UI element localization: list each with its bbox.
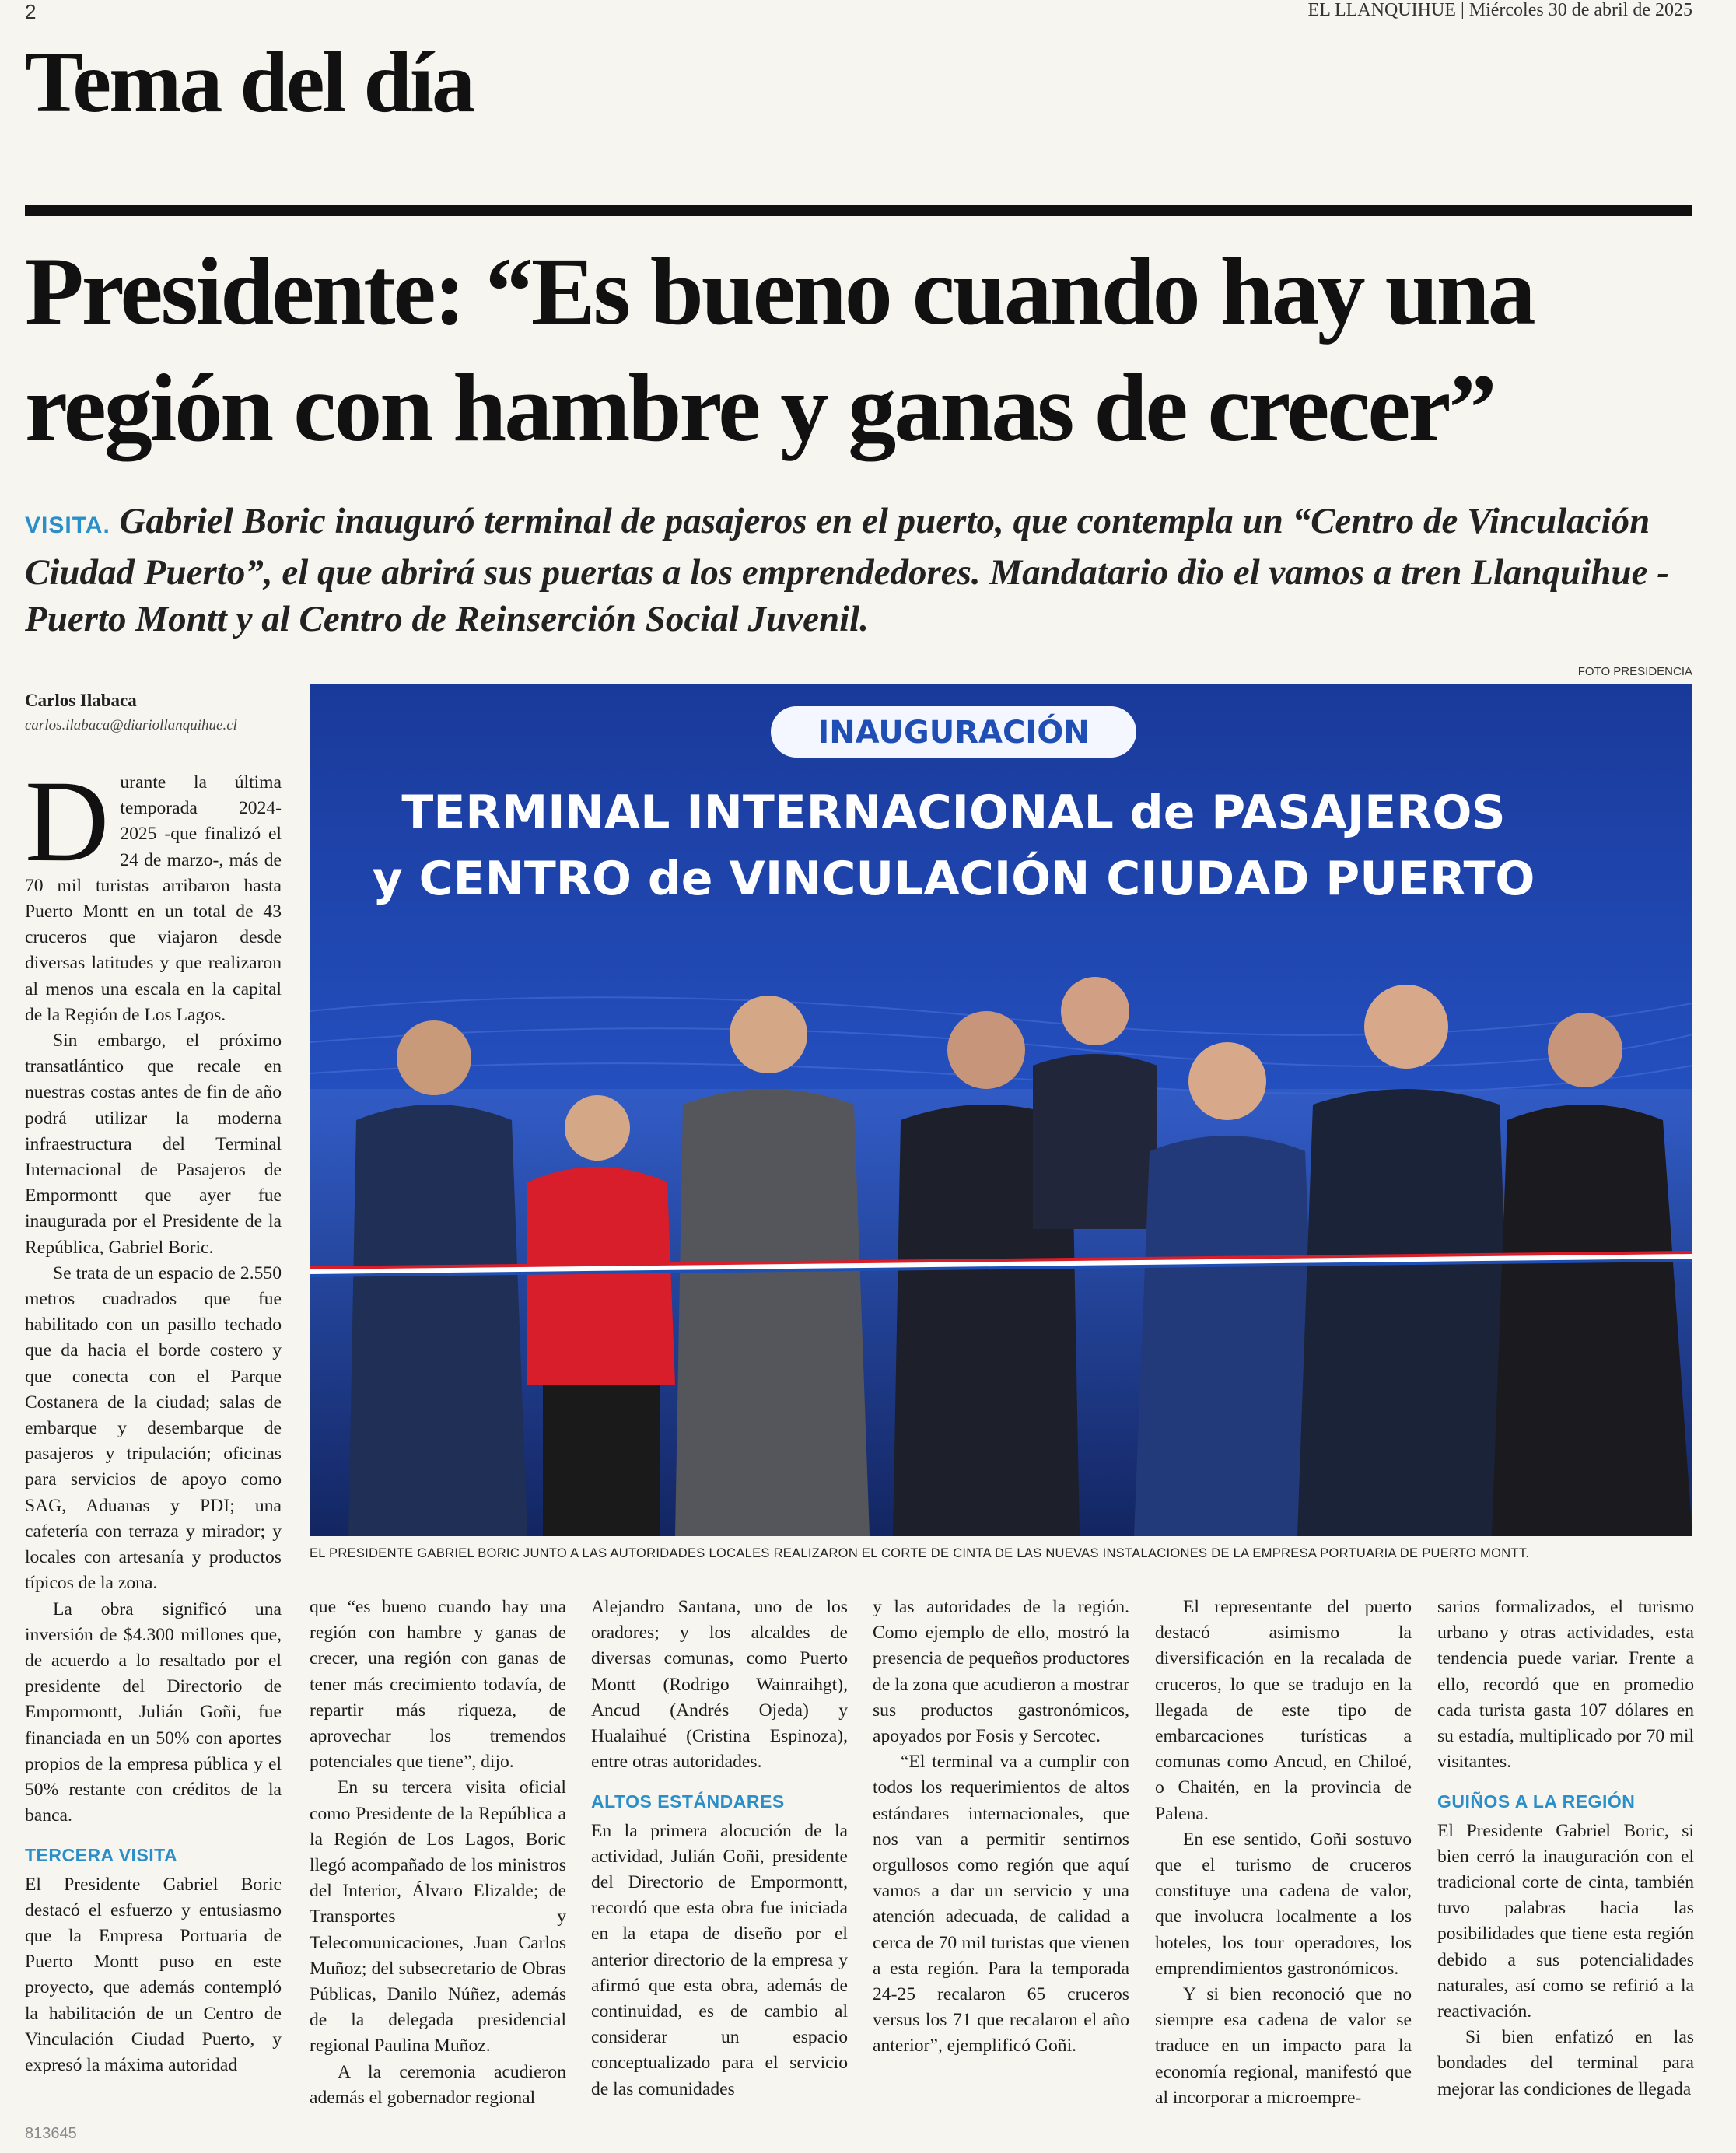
paragraph: En ese sentido, Goñi sostuvo que el turismo de cruceros constituye una cadena de valor, que involucra localmente a los hoteles, los tour operadores, los emprendimientos gastronómicos. xyxy=(1155,1829,1412,1979)
paragraph: Se trata de un espacio de 2.550 metros cuadrados que fue habilitado con un pasillo techado que da hacia el borde costero y que conecta con el Parque Costanera de la ciudad; salas de embarque y desembarque de pasajeros y tripulación; oficinas para servicios de apoyo como SAG, Aduanas y PDI; una cafetería con terraza y mirador; y locales con artesanía y productos típicos de la zona. xyxy=(25,1262,282,1594)
paragraph: Si bien enfatizó en las bondades del terminal para mejorar las condiciones de llegada xyxy=(1437,2027,1694,2099)
paragraph: El Presidente Gabriel Boric destacó el esfuerzo y entusiasmo que la Empresa Portuaria de Puerto Montt puso en este proyecto, que además contempló la habilitación de un Centro de Vinculación Ciudad Puerto, y expresó la máxima autoridad xyxy=(25,1874,282,2075)
article-column-2 xyxy=(310,1595,566,2111)
article-column-1 xyxy=(25,757,282,2078)
article-column-5 xyxy=(1155,1595,1412,2111)
banner-line-1: TERMINAL INTERNACIONAL de PASAJEROS xyxy=(401,786,1506,840)
paragraph: El representante del puerto destacó asimismo la diversificación en la recalada de cruceros, lo que se tradujo en la llegada de este tipo de embarcaciones turísticas a comunas como Ancud, en Chiloé, o Chaitén, en la provincia de Palena. xyxy=(1155,1597,1412,1824)
deck xyxy=(25,498,1713,642)
paragraph: Y si bien reconoció que no siempre esa cadena de valor se traduce en un impacto para la economía regional, manifestó que al incorporar a microempre- xyxy=(1155,1984,1412,2108)
article-column-6 xyxy=(1437,1595,1694,2102)
paragraph: sarios formalizados, el turismo urbano y otras actividades, esta tendencia puede variar. Frente a ello, recordó que en promedio cada turista gasta 107 dólares en su estadía, multiplicado por 70 mil visitantes. xyxy=(1437,1597,1694,1773)
paragraph: La obra significó una inversión de $4.300 millones que, de acuerdo a lo resaltado por el presidente del Directorio de Empormontt, Julián Goñi, fue financiada en un 50% con aportes propios de la empresa pública y el 50% restante con créditos de la banca. xyxy=(25,1598,282,1826)
section-title: Tema del día xyxy=(25,34,473,131)
article-column-4 xyxy=(873,1595,1129,2060)
deck-text: Gabriel Boric inauguró terminal de pasajeros en el puerto, que contempla un “Centro de Vinculación Ciudad Puerto”, el que abrirá sus puertas a los emprendedores. Mandatario dio el vamos a tren Llanquihue - Puerto Montt y al Centro de Reinserción Social Juvenil. xyxy=(25,501,1669,639)
photo-credit: FOTO PRESIDENCIA xyxy=(1577,665,1692,678)
paragraph: urante la última temporada 2024-2025 -que finalizó el 24 de marzo-, más de 70 mil turistas arribaron hasta Puerto Montt en un total de 43 cruceros que viajaron desde diversas latitudes y que realizaron al menos una escala en la capital de la Región de Los Lagos. xyxy=(25,772,282,1025)
byline xyxy=(25,691,297,734)
main-photo xyxy=(310,684,1692,1536)
page-number: 2 xyxy=(25,0,37,23)
author-name: Carlos Ilabaca xyxy=(25,691,137,710)
paragraph: A la ceremonia acudieron además el gobernador regional xyxy=(310,2061,566,2108)
paragraph: El Presidente Gabriel Boric, si bien cerró la inauguración con el tradicional corte de cinta, también tuvo palabras hacia las posibilidades que tiene esta región debido a sus potencialidades naturales, así como se refirió a la reactivación. xyxy=(1437,1820,1694,2022)
section-rule xyxy=(25,205,1692,216)
edition-code: 813645 xyxy=(25,2125,77,2142)
paragraph: Alejandro Santana, uno de los oradores; y los alcaldes de diversas comunas, como Puerto Montt (Rodrigo Wainraihgt), Ancud (Andrés Ojeda) y Hualaihué (Cristina Espinoza), entre otras autoridades. xyxy=(591,1597,848,1773)
subhead-guinos-a-la-region: GUIÑOS A LA REGIÓN xyxy=(1437,1791,1636,1812)
paragraph: y las autoridades de la región. Como ejemplo de ello, mostró la presencia de pequeños productores de la zona que acudieron a mostrar sus productos gastronómicos, apoyados por Fosis y Sercotec. xyxy=(873,1597,1129,1747)
author-email: carlos.ilabaca@diariollanquihue.cl xyxy=(25,717,237,733)
subhead-tercera-visita: TERCERA VISITA xyxy=(25,1845,178,1866)
inauguration-badge-text: INAUGURACIÓN xyxy=(817,715,1090,751)
paragraph: “El terminal va a cumplir con todos los requerimientos de altos estándares internacionales, que nos van a permitir sentirnos orgullosos como región que aquí vamos a dar un servicio y una atención adecuada, de calidad a cerca de 70 mil turistas que vienen a esta región. Para la temporada 24-25 recalaron 65 cruceros versus los 71 que recalaron el año anterior”, ejemplificó Goñi. xyxy=(873,1752,1129,2057)
paragraph: En la primera alocución de la actividad, Julián Goñi, presidente del Directorio de Empormontt, recordó que esta obra fue iniciada en la etapa de diseño por el anterior directorio de la empresa y afirmó que esta obra, además de continuidad, es de cambio al considerar un espacio conceptualizado para el servicio de las comunidades xyxy=(591,1820,848,2099)
paragraph: En su tercera visita oficial como Presidente de la República a la Región de Los Lagos, Boric llegó acompañado de los ministros del Interior, Álvaro Elizalde; de Transportes y Telecomunicaciones, Juan Carlos Muñoz; del subsecretario de Obras Públicas, Danilo Núñez, además de la delegada presidencial regional Paulina Muñoz. xyxy=(310,1777,566,2057)
newspaper-dateline: EL LLANQUIHUE | Miércoles 30 de abril de 2025 xyxy=(1307,0,1692,20)
article-column-3 xyxy=(591,1595,848,2102)
photo-caption: EL PRESIDENTE GABRIEL BORIC JUNTO A LAS AUTORIDADES LOCALES REALIZARON EL CORTE DE CINTA DE LAS NUEVAS INSTALACIONES DE LA EMPRESA PORTUARIA DE PUERTO MONTT. xyxy=(310,1546,1530,1560)
paragraph: Sin embargo, el próximo transatlántico que recale en nuestras costas antes de fin de año podrá utilizar la moderna infraestructura del Terminal Internacional de Pasajeros de Empormontt que ayer fue inaugurada por el Presidente de la República, Gabriel Boric. xyxy=(25,1031,282,1258)
paragraph: que “es bueno cuando hay una región con hambre y ganas de crecer, una región con ganas de tener más crecimiento todavía, de repartir más riqueza, de aprovechar los tremendos potenciales que tiene”, dijo. xyxy=(310,1597,566,1773)
deck-kicker: VISITA. xyxy=(25,513,110,538)
drop-cap: D xyxy=(25,757,110,886)
headline: Presidente: “Es bueno cuando hay una región con hambre y ganas de crecer” xyxy=(25,238,1534,461)
banner-line-2: y CENTRO de VINCULACIÓN CIUDAD PUERTO xyxy=(372,852,1535,906)
subhead-altos-estandares: ALTOS ESTÁNDARES xyxy=(591,1791,785,1812)
